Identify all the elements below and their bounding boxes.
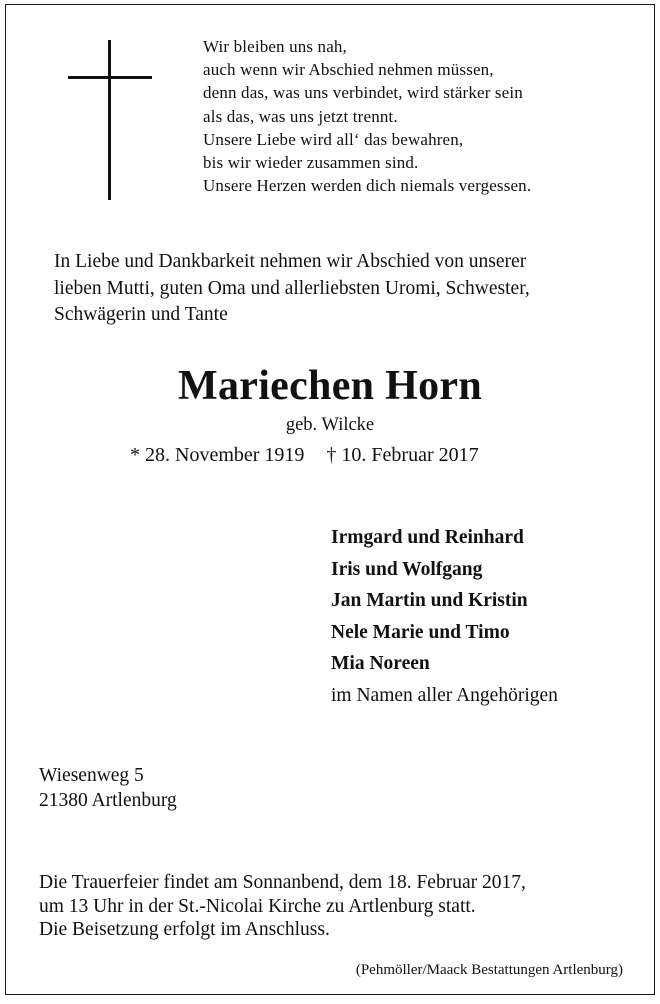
- mourner-family: Irmgard und Reinhard: [331, 527, 524, 548]
- address-street: Wiesenweg 5: [39, 765, 144, 786]
- poem-line: Unsere Herzen werden dich niemals vergessen.: [203, 176, 532, 196]
- poem-line: Unsere Liebe wird all‘ das bewahren,: [203, 129, 464, 149]
- poem-line: denn das, was uns verbindet, wird stärker sein: [203, 83, 523, 103]
- mourner-family: Nele Marie und Timo: [331, 621, 510, 643]
- maiden-name: geb. Wilcke: [285, 415, 375, 435]
- birth-date: * 28. November 1919: [130, 444, 305, 466]
- life-dates: [130, 442, 479, 468]
- cross-vertical-bar: [108, 40, 111, 200]
- intro-line: In Liebe und Dankbarkeit nehmen wir Abschied von unserer: [54, 251, 527, 272]
- cross-horizontal-bar: [68, 76, 152, 79]
- mourner-family: Mia Noreen: [331, 653, 430, 674]
- mourner-family: Iris und Wolfgang: [331, 558, 483, 580]
- ceremony-info: [39, 871, 526, 942]
- poem-line: auch wenn wir Abschied nehmen müssen,: [203, 60, 494, 80]
- mourners-closing: im Namen aller Angehörigen: [331, 684, 558, 706]
- intro-line: lieben Mutti, guten Oma und allerliebsten Uromi, Schwester,: [54, 277, 530, 299]
- mourners-list: [331, 522, 558, 711]
- poem: [203, 35, 531, 197]
- intro-text: [54, 249, 634, 329]
- address: [39, 763, 177, 813]
- ceremony-line: um 13 Uhr in der St.-Nicolai Kirche zu Artlenburg statt.: [39, 895, 476, 917]
- deceased-name: Mariechen Horn: [178, 363, 482, 409]
- obituary-notice: [5, 4, 655, 995]
- funeral-home-credit: (Pehmöller/Maack Bestattungen Artlenburg): [355, 962, 623, 978]
- poem-line: Wir bleiben uns nah,: [203, 37, 347, 56]
- ceremony-line: Die Trauerfeier findet am Sonnanbend, dem 18. Februar 2017,: [39, 872, 526, 893]
- mourner-family: Jan Martin und Kristin: [331, 590, 528, 611]
- death-date: † 10. Februar 2017: [326, 444, 479, 466]
- address-city: 21380 Artlenburg: [39, 790, 177, 811]
- intro-line: Schwägerin und Tante: [54, 304, 228, 325]
- poem-line: als das, was uns jetzt trennt.: [203, 106, 398, 126]
- poem-line: bis wir wieder zusammen sind.: [203, 153, 419, 173]
- ceremony-line: Die Beisetzung erfolgt im Anschluss.: [39, 919, 330, 940]
- cross-icon: [68, 40, 152, 200]
